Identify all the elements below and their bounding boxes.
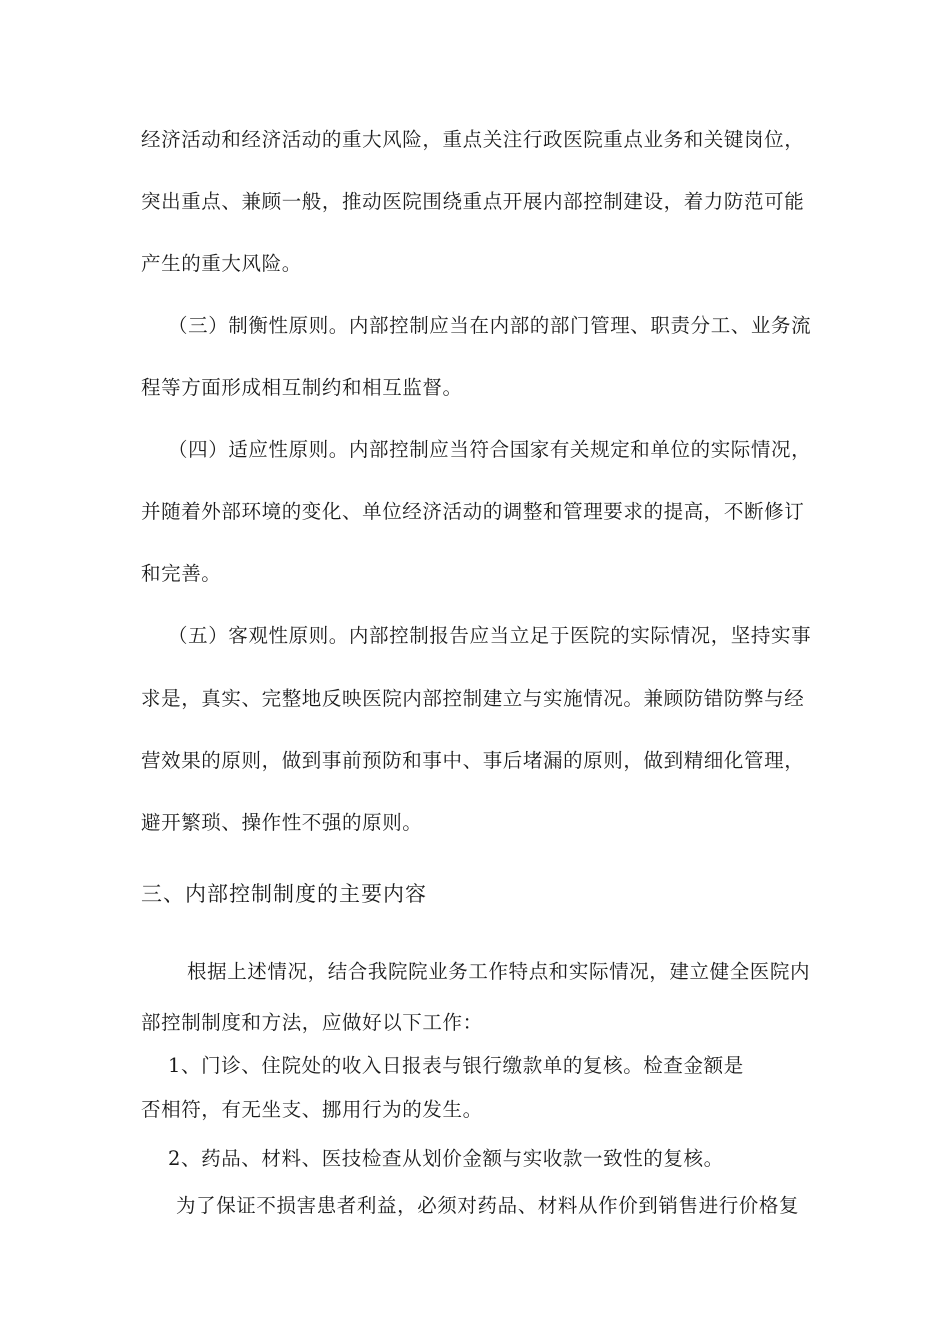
paragraph-line: 程等方面形成相互制约和相互监督。: [141, 376, 463, 399]
paragraph-line: 并随着外部环境的变化、单位经济活动的调整和管理要求的提高，不断修订: [141, 500, 805, 523]
paragraph-line: 经济活动和经济活动的重大风险，重点关注行政医院重点业务和关键岗位，: [141, 128, 805, 151]
paragraph-line: 求是，真实、完整地反映医院内部控制建立与实施情况。兼顾防错防弊与经: [141, 687, 805, 710]
paragraph-line: 否相符，有无坐支、挪用行为的发生。: [141, 1098, 483, 1121]
paragraph-line: 和完善。: [141, 562, 222, 585]
paragraph-line: （五）客观性原则。内部控制报告应当立足于医院的实际情况，坚持实事: [168, 624, 812, 647]
paragraph-line: 根据上述情况，结合我院院业务工作特点和实际情况，建立健全医院内: [187, 960, 811, 983]
paragraph-line: 突出重点、兼顾一般，推动医院围绕重点开展内部控制建设，着力防范可能: [141, 190, 805, 213]
paragraph-line: 为了保证不损害患者利益，必须对药品、材料从作价到销售进行价格复: [176, 1194, 800, 1217]
paragraph-line: （四）适应性原则。内部控制应当符合国家有关规定和单位的实际情况，: [168, 438, 812, 461]
paragraph-line: 2、药品、材料、医技检查从划价金额与实收款一致性的复核。: [168, 1147, 724, 1170]
paragraph-line: （三）制衡性原则。内部控制应当在内部的部门管理、职责分工、业务流: [168, 314, 812, 337]
paragraph-line: 1、门诊、住院处的收入日报表与银行缴款单的复核。检查金额是: [168, 1054, 744, 1077]
paragraph-line: 营效果的原则，做到事前预防和事中、事后堵漏的原则，做到精细化管理，: [141, 749, 805, 772]
paragraph-line: 部控制制度和方法，应做好以下工作：: [141, 1011, 483, 1034]
paragraph-line: 产生的重大风险。: [141, 252, 302, 275]
paragraph-line: 避开繁琐、操作性不强的原则。: [141, 811, 423, 834]
section-heading: 三、内部控制制度的主要内容: [141, 882, 427, 906]
